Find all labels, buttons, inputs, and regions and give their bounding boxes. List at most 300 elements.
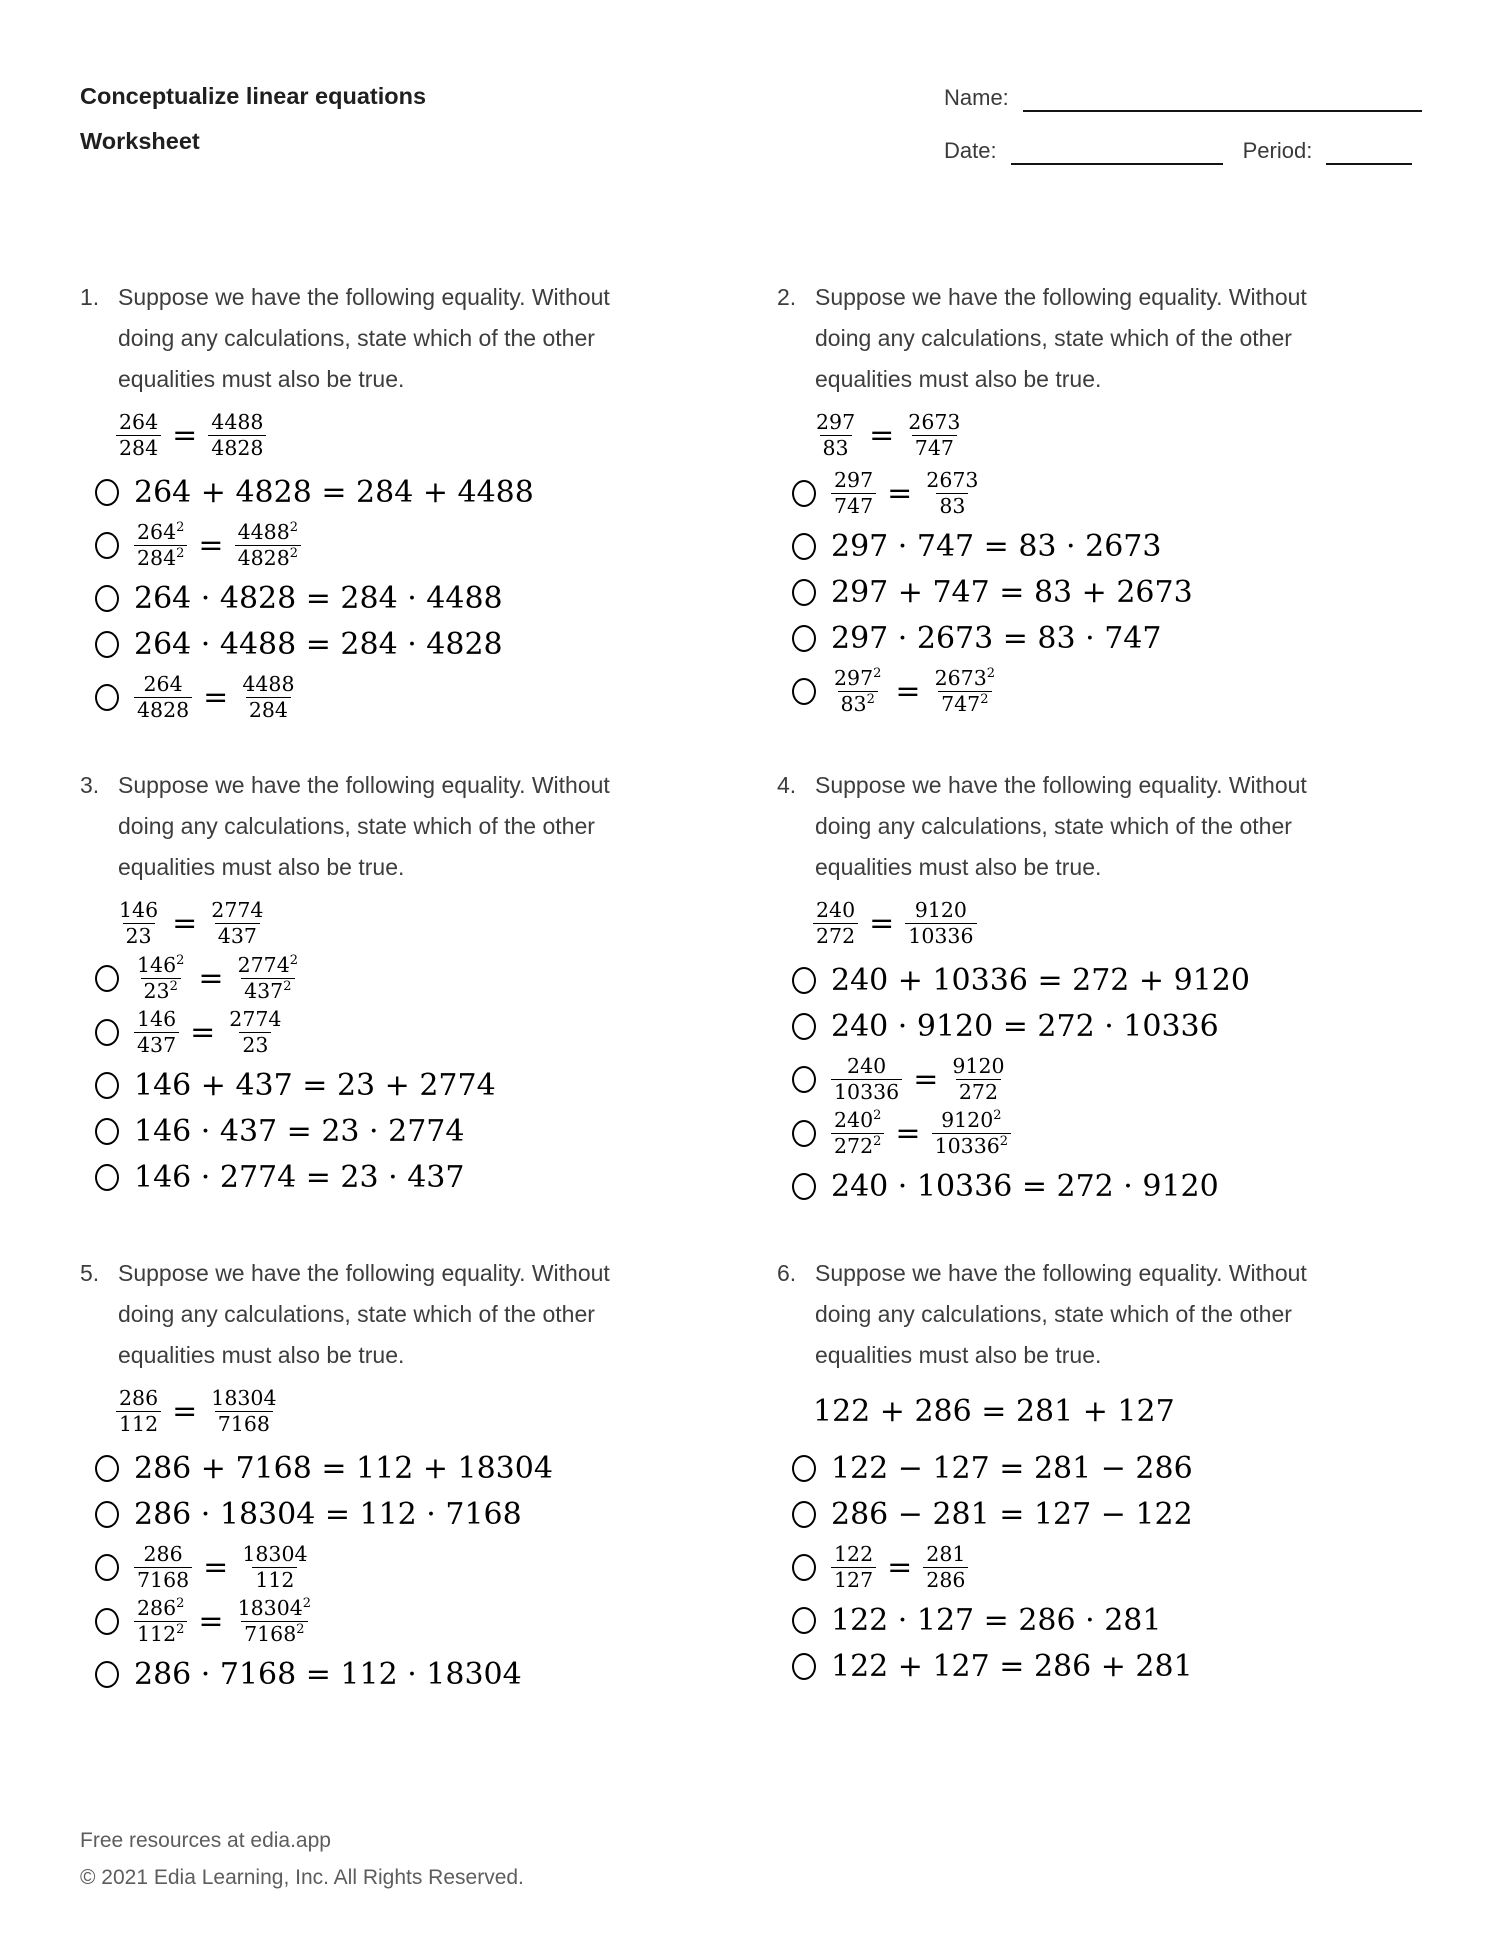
worksheet-title: Conceptualize linear equations [80,83,427,109]
numerator: $297^2$ [834,665,882,690]
operator: = [203,679,229,715]
problem-5 [80,1253,725,1705]
denominator: 272 [813,923,858,948]
prompt-line: equalities must also be true. [815,366,1102,392]
given-equality [116,406,725,464]
worksheet-subtitle: Worksheet [80,128,200,154]
fraction [235,521,301,570]
prompt-line: equalities must also be true. [118,366,405,392]
numerator: 146 [119,897,159,922]
equation-text: 286 − 281 = 127 − 122 [831,1497,1193,1532]
prompt-line: equalities must also be true. [118,854,405,880]
denominator: 23 [123,923,155,948]
equation [831,667,998,716]
radio-button[interactable] [95,532,119,559]
denominator: 437 [215,923,260,948]
given-equality [813,1382,1422,1440]
operator: = [198,1603,224,1639]
footer-resources-text: Free resources at edia.app [80,1829,331,1852]
problem-prompt [815,765,1422,888]
equation-text: 240 · 10336 = 272 · 9120 [831,1168,1219,1204]
exponent: 2 [176,1596,185,1612]
equation [134,673,297,722]
prompt-line: equalities must also be true. [815,854,1102,880]
fraction [226,1008,284,1057]
fraction [905,899,976,948]
prompt-line: Suppose we have the following equality. Without [815,1260,1307,1286]
given-equality [813,894,1422,952]
student-fields [944,74,1422,165]
operator: = [172,905,198,941]
equation-text: 264 · 4488 = 284 · 4828 [134,626,503,662]
equation-text: 286 + 7168 = 112 + 18304 [134,1451,553,1486]
operator: = [198,527,224,563]
footer [80,1822,524,1896]
radio-button[interactable] [792,1120,816,1147]
denominator: $747^2$ [938,691,991,716]
denominator: 437 [134,1032,179,1057]
equation [134,1008,284,1057]
problem-number: 5. [80,1260,100,1286]
equation-text: 122 − 127 = 281 − 286 [831,1451,1193,1486]
denominator: 83 [936,493,968,518]
denominator: 286 [923,1567,968,1592]
given-equality [116,1382,725,1440]
radio-button[interactable] [792,480,816,507]
numerator: 240 [847,1054,887,1078]
period-blank-line [1326,143,1412,165]
problem-number: 1. [80,284,100,310]
radio-button[interactable] [95,1164,119,1191]
operator: = [190,1014,216,1050]
equation-text: 240 · 9120 = 272 · 10336 [831,1009,1219,1044]
equation [831,1055,1008,1104]
answer-option [95,1008,725,1057]
radio-button[interactable] [792,967,816,994]
equation-text: 146 + 437 = 23 + 2774 [134,1067,496,1103]
problem-6 [777,1253,1422,1705]
numerator: 122 [834,1542,874,1566]
radio-button[interactable] [95,631,119,658]
denominator: 284 [246,697,291,722]
radio-button[interactable] [792,1554,816,1581]
fraction [235,1597,315,1646]
fraction [923,1543,968,1592]
answer-option [792,667,1422,716]
exponent: 2 [866,692,875,708]
answer-option [95,475,725,510]
denominator: $23^2$ [141,978,181,1003]
exponent: 2 [289,546,299,562]
equation [116,411,266,460]
problem-prompt [815,277,1422,400]
prompt-line: equalities must also be true. [118,1342,405,1368]
numerator: 4488 [211,409,264,434]
denominator: 4828$^2$ [235,545,301,570]
radio-button[interactable] [792,1013,816,1040]
prompt-line: doing any calculations, state which of the other [815,325,1292,351]
exponent: 2 [873,1134,882,1150]
fraction [831,1055,902,1104]
answer-option [95,627,725,662]
prompt-line: doing any calculations, state which of the other [815,1301,1292,1327]
equation [831,1603,1161,1638]
equation-text: 297 · 2673 = 83 · 747 [831,620,1162,656]
fraction [831,469,876,518]
radio-button[interactable] [95,1661,119,1688]
exponent: 2 [289,953,299,969]
denominator: 10336 [905,923,976,948]
operator: = [887,1549,913,1585]
denominator: 112 [116,1411,161,1436]
operator: = [172,417,198,453]
problem-header [80,1253,725,1376]
numerator: 9120$^2$ [941,1107,1002,1132]
prompt-line: doing any calculations, state which of the other [118,1301,595,1327]
radio-button[interactable] [792,1653,816,1680]
denominator: $437^2$ [241,978,294,1003]
operator: = [198,960,224,996]
problem-prompt [118,1253,725,1376]
operator: = [869,905,895,941]
equation [134,1543,311,1592]
equation [134,954,301,1003]
name-field-row [944,84,1422,112]
given-equality [813,406,1422,464]
denominator: 284 [116,435,161,460]
problem-prompt [118,277,725,400]
answer-option [95,1657,725,1692]
equation [831,1451,1193,1486]
numerator: 4488$^2$ [237,520,299,544]
answer-option [95,1543,725,1592]
equation [134,1114,464,1149]
equation [831,575,1193,610]
radio-button[interactable] [792,1066,816,1093]
given-equality [116,894,725,952]
equation [116,899,266,948]
operator: = [895,1115,921,1151]
problem-header [777,1253,1422,1376]
equation [134,1657,522,1692]
fraction [235,954,301,1003]
denominator: 4828 [134,697,192,722]
problem-header [80,277,725,400]
equation [134,1068,496,1103]
equation-text: 122 + 286 = 281 + 127 [813,1393,1175,1429]
denominator: 10336 [831,1079,902,1104]
problem-header [777,765,1422,888]
equation [134,475,534,510]
equation-text: 146 · 437 = 23 · 2774 [134,1113,465,1149]
answer-option [792,529,1422,564]
operator: = [913,1061,939,1097]
numerator: 2774 [229,1006,282,1031]
problem-2 [777,277,1422,729]
numerator: 146 [137,1006,177,1031]
exponent: 2 [302,1596,312,1612]
fraction [134,1008,179,1057]
answer-option [95,1068,725,1103]
denominator: 7168 [215,1411,273,1436]
fraction [134,954,187,1003]
fraction [905,411,963,460]
answer-option [95,1597,725,1646]
answer-option [792,1603,1422,1638]
radio-button[interactable] [95,965,119,992]
numerator: 18304$^2$ [237,1595,312,1620]
radio-button[interactable] [792,1173,816,1200]
answer-option [95,673,725,722]
denominator: 272 [956,1079,1001,1104]
equation-text: 240 + 10336 = 272 + 9120 [831,963,1250,998]
numerator: $240^2$ [834,1107,882,1132]
answer-option [792,621,1422,656]
exponent: 2 [993,1108,1002,1124]
denominator: 127 [831,1567,876,1592]
prompt-line: Suppose we have the following equality. Without [118,284,610,310]
equation [134,581,503,616]
radio-button[interactable] [95,1072,119,1099]
answer-option [792,963,1422,998]
denominator: 747 [912,435,957,460]
denominator: 112 [252,1567,297,1592]
footer-copyright-text: © 2021 Edia Learning, Inc. All Rights Reserved. [80,1866,524,1889]
numerator: 240 [816,897,856,922]
radio-button[interactable] [792,1501,816,1528]
equation [116,1387,280,1436]
radio-button[interactable] [95,1501,119,1528]
fraction [208,411,266,460]
fraction [831,1109,884,1158]
problem-header [80,765,725,888]
operator: = [203,1549,229,1585]
denominator: 23 [239,1032,271,1057]
answer-option [792,1009,1422,1044]
radio-button[interactable] [95,1118,119,1145]
radio-button[interactable] [95,1608,119,1635]
fraction [239,673,297,722]
problem-number: 6. [777,1260,797,1286]
answer-option [95,1160,725,1195]
radio-button[interactable] [792,625,816,652]
numerator: 286 [119,1385,159,1410]
numerator: 2673$^2$ [934,665,996,690]
denominator: 7168$^2$ [241,1621,307,1646]
equation [134,1597,314,1646]
equation [831,1169,1219,1204]
answer-option [792,1497,1422,1532]
name-label: Name: [944,85,1009,110]
numerator: 297 [816,409,856,434]
exponent: 2 [873,1108,882,1124]
numerator: 2673 [908,409,961,434]
equation [813,411,963,460]
answer-option [95,954,725,1003]
fraction [208,899,266,948]
answer-option [792,1109,1422,1158]
exponent: 2 [289,520,299,536]
equation [134,1451,553,1486]
problem-4 [777,765,1422,1217]
equation [831,1543,968,1592]
radio-button[interactable] [95,479,119,506]
problem-1 [80,277,725,729]
name-blank-line [1023,90,1422,112]
equation [831,1109,1011,1158]
answer-option [792,469,1422,518]
answer-option [792,1055,1422,1104]
fraction [932,667,998,716]
denominator: $284^2$ [134,545,187,570]
fraction [116,411,161,460]
exponent: 2 [176,1622,185,1638]
denominator: 10336$^2$ [932,1133,1012,1158]
radio-button[interactable] [95,585,119,612]
fraction [116,1387,161,1436]
problem-header [777,277,1422,400]
fraction [831,1543,876,1592]
answer-option [792,1543,1422,1592]
operator: = [895,673,921,709]
operator: = [869,417,895,453]
equation [831,529,1161,564]
prompt-line: doing any calculations, state which of the other [815,813,1292,839]
answer-option [792,1451,1422,1486]
answer-option [792,1649,1422,1684]
numerator: 4488 [242,671,295,696]
numerator: $264^2$ [137,520,185,544]
period-label: Period: [1242,138,1313,163]
fraction [134,1597,187,1646]
equation-text: 122 + 127 = 286 + 281 [831,1648,1193,1684]
equation [831,621,1161,656]
equation-text: 122 · 127 = 286 · 281 [831,1602,1162,1638]
exponent: 2 [999,1134,1009,1150]
title-block [80,74,426,165]
fraction [134,521,187,570]
equation [813,1394,1175,1429]
answer-option [95,1451,725,1486]
exponent: 2 [980,692,989,708]
exponent: 2 [169,979,178,995]
fraction [813,411,858,460]
fraction [923,469,981,518]
equation [134,1160,464,1195]
answer-option [95,1114,725,1149]
fraction [831,667,884,716]
problem-number: 3. [80,772,100,798]
equation [831,1497,1193,1532]
exponent: 2 [283,979,292,995]
radio-button[interactable] [792,1607,816,1634]
denominator: 747 [831,493,876,518]
exponent: 2 [176,953,185,969]
answer-option [792,1169,1422,1204]
denominator: 83 [820,435,852,460]
fraction [813,899,858,948]
operator: = [887,475,913,511]
equation-text: 264 · 4828 = 284 · 4488 [134,580,503,616]
numerator: 2673 [926,468,979,492]
radio-button[interactable] [95,684,119,711]
numerator: 18304 [242,1542,308,1566]
answer-option [95,581,725,616]
numerator: 2774$^2$ [237,953,299,977]
answer-option [95,521,725,570]
numerator: 9120 [952,1054,1005,1078]
prompt-line: Suppose we have the following equality. Without [815,772,1307,798]
equation [134,1497,522,1532]
equation [831,1649,1193,1684]
numerator: $286^2$ [137,1595,185,1620]
fraction [208,1387,279,1436]
prompt-line: equalities must also be true. [815,1342,1102,1368]
equation-text: 146 · 2774 = 23 · 437 [134,1159,465,1195]
numerator: 264 [119,409,159,434]
numerator: 18304 [211,1385,277,1410]
equation [134,521,301,570]
equation [134,627,503,662]
radio-button[interactable] [95,1019,119,1046]
numerator: 281 [926,1542,966,1566]
prompt-line: doing any calculations, state which of the other [118,813,595,839]
numerator: 297 [834,468,874,492]
problem-prompt [118,765,725,888]
equation [831,1009,1219,1044]
exponent: 2 [176,520,185,536]
numerator: 264 [143,671,183,696]
fraction [134,673,192,722]
problems-grid [80,277,1422,1705]
problem-number: 4. [777,772,797,798]
equation-text: 286 · 18304 = 112 · 7168 [134,1497,522,1532]
radio-button[interactable] [792,579,816,606]
numerator: 286 [143,1542,183,1566]
exponent: 2 [176,546,185,562]
radio-button[interactable] [792,678,816,705]
equation-text: 264 + 4828 = 284 + 4488 [134,475,534,510]
answer-option [95,1497,725,1532]
header [0,0,1500,165]
denominator: $83^2$ [838,691,878,716]
prompt-line: Suppose we have the following equality. Without [815,284,1307,310]
denominator: 7168 [134,1567,192,1592]
equation [831,963,1250,998]
operator: = [172,1393,198,1429]
fraction [239,1543,310,1592]
numerator: 9120 [914,897,967,922]
problem-prompt [815,1253,1422,1376]
radio-button[interactable] [95,1554,119,1581]
prompt-line: Suppose we have the following equality. Without [118,772,610,798]
denominator: $112^2$ [134,1621,187,1646]
problem-number: 2. [777,284,797,310]
exponent: 2 [986,666,996,682]
date-period-row [944,137,1422,165]
radio-button[interactable] [95,1455,119,1482]
fraction [949,1055,1007,1104]
date-blank-line [1011,143,1223,165]
denominator: 4828 [208,435,266,460]
prompt-line: doing any calculations, state which of the other [118,325,595,351]
radio-button[interactable] [792,533,816,560]
radio-button[interactable] [792,1455,816,1482]
exponent: 2 [873,666,882,682]
exponent: 2 [296,1622,305,1638]
fraction [932,1109,1012,1158]
fraction [134,1543,192,1592]
